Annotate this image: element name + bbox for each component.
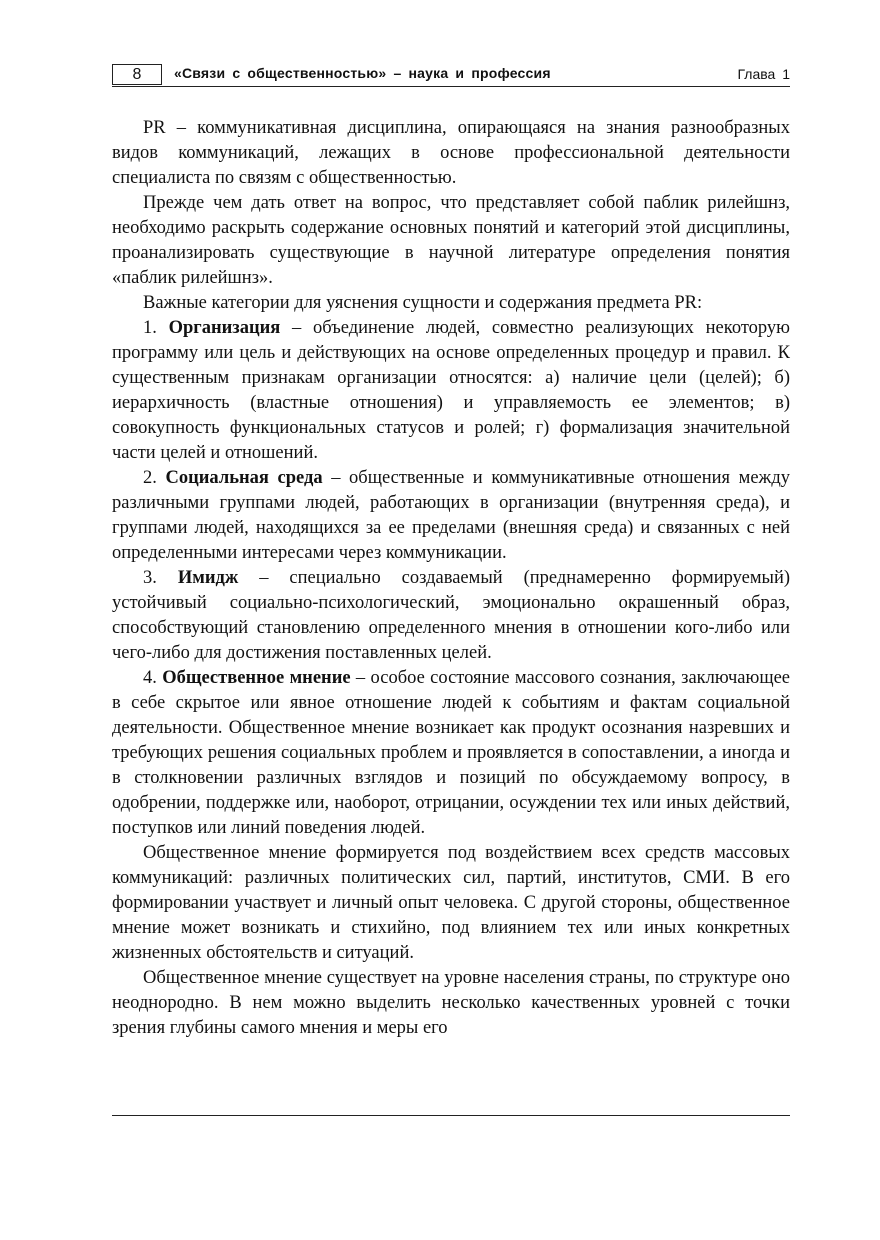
footer-rule bbox=[112, 1115, 790, 1116]
paragraph: PR – коммуникативная дисциплина, опирающаяся на знания разнообразных видов коммуникаций, лежащих в основе профессиональной деятельности специалиста по связям с общественностью. bbox=[112, 118, 790, 188]
category-number: 2. bbox=[143, 468, 157, 488]
category-term: Имидж bbox=[177, 568, 239, 588]
category-number: 4. bbox=[143, 668, 157, 688]
chapter-label: Глава 1 bbox=[737, 66, 790, 82]
category-term: Социальная среда bbox=[165, 468, 323, 488]
category-item bbox=[112, 316, 790, 466]
paragraph: Важные категории для уяснения сущности и содержания предмета PR: bbox=[143, 293, 703, 313]
category-definition: – специально создаваемый (преднамеренно формируемый) устойчивый социально-психологический, эмоционально окрашенный образ, способствующий становлению определенного мнения в отношении кого-либо или чего-либо для достижения поставленных целей. bbox=[112, 568, 791, 663]
running-title: «Связи с общественностью» – наука и профессия bbox=[174, 65, 551, 81]
paragraph: Общественное мнение существует на уровне населения страны, по структуре оно неоднородно. В нем можно выделить несколько качественных уровней с точки зрения глубины самого мнения и меры его bbox=[112, 968, 790, 1038]
category-number: 3. bbox=[143, 568, 157, 588]
page-number: 8 bbox=[112, 64, 162, 85]
category-item bbox=[112, 466, 790, 566]
category-definition: – особое состояние массового сознания, заключающее в себе скрытое или явное отношение людей к событиям и фактам социальной деятельности. Общественное мнение возникает как продукт осознания назревших и требующих решения социальных проблем и проявляется в сопоставлении, а иногда и в столкновении различных взглядов и позиций по обсуждаемому вопросу, в одобрении, поддержке или, наоборот, отрицании, осуждении тех или иных действий, поступков или линий поведения людей. bbox=[112, 668, 790, 838]
body-text bbox=[112, 116, 790, 1041]
paragraph: Общественное мнение формируется под воздействием всех средств массовых коммуникаций: различных политических сил, партий, институтов, СМИ. В его формировании участвует и личный опыт человека. С другой стороны, общественное мнение может возникать и стихийно, под влиянием тех или иных конкретных жизненных обстоятельств и ситуаций. bbox=[112, 843, 790, 963]
category-definition: – объединение людей, совместно реализующих некоторую программу или цель и действующих на основе определенных процедур и правил. К существенным признакам организации относятся: а) наличие цели (целей); б) иерархичность (властные отношения) и управляемость ее элементов; в) совокупность функциональных статусов и ролей; г) формализация значительной части целей и отношений. bbox=[112, 318, 790, 463]
category-number: 1. bbox=[143, 318, 157, 338]
category-definition: – общественные и коммуникативные отношения между различными группами людей, работающих в организации (внутренняя среда), и группами людей, находящихся за ее пределами (внешняя среда) и связанных с ней определенными интересами через коммуникации. bbox=[112, 468, 791, 563]
category-item bbox=[112, 566, 790, 666]
category-item bbox=[112, 666, 790, 841]
paragraph: Прежде чем дать ответ на вопрос, что представляет собой паблик рилейшнз, необходимо раскрыть содержание основных понятий и категорий этой дисциплины, проанализировать существующие в научной литературе определения понятия «паблик рилейшнз». bbox=[112, 193, 790, 288]
category-term: Общественное мнение bbox=[162, 668, 351, 688]
running-header bbox=[112, 64, 790, 87]
category-term: Организация bbox=[168, 318, 281, 338]
